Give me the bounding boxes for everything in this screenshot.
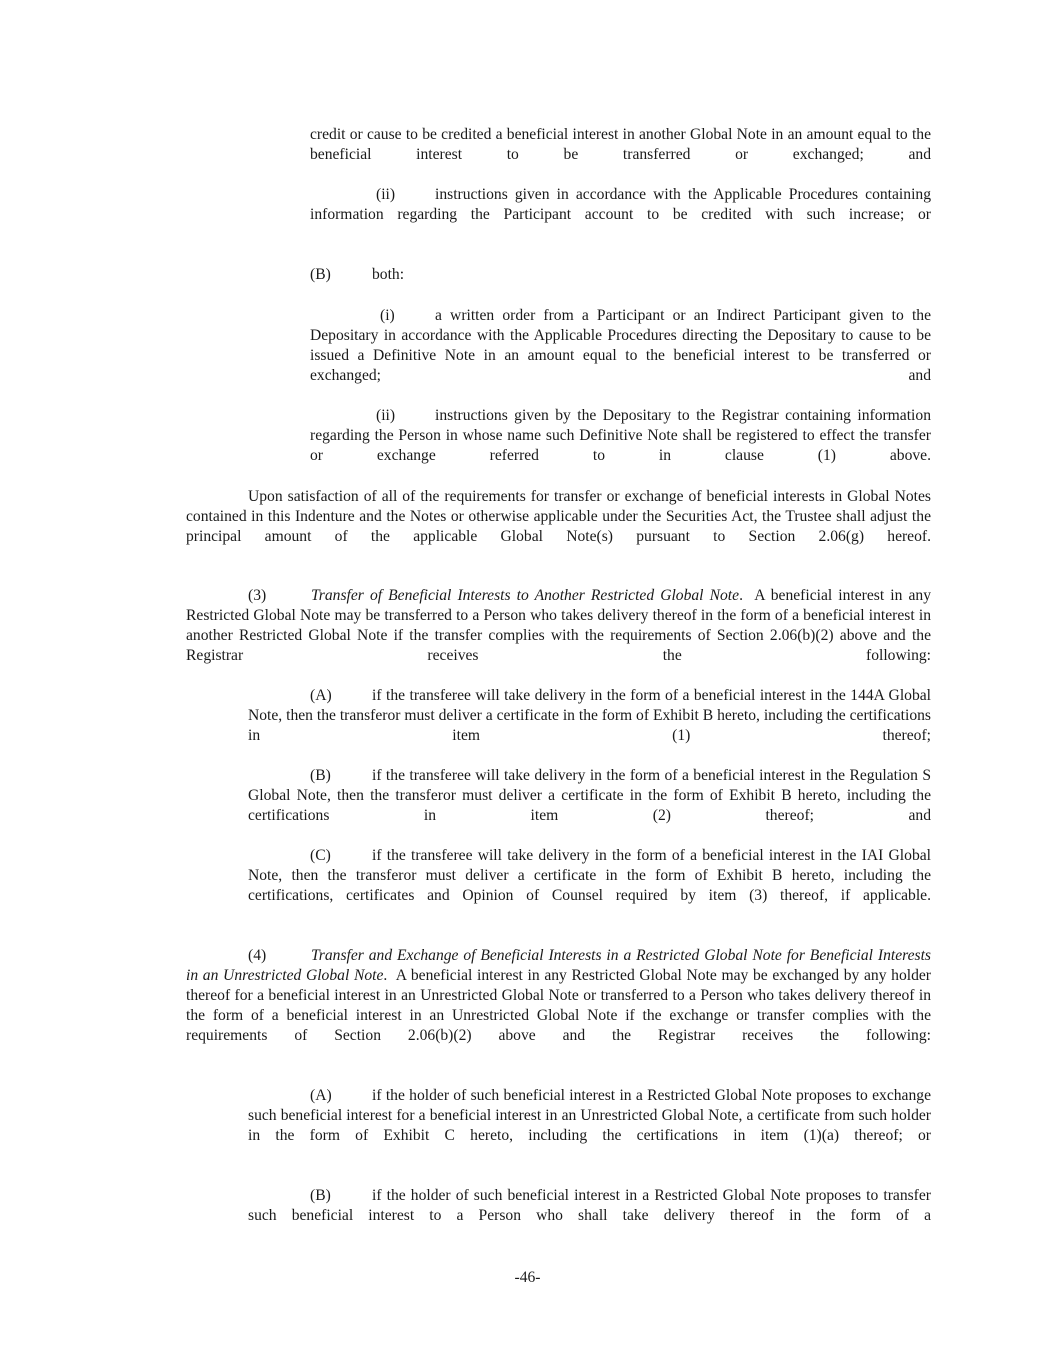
clause-text: if the transferee will take delivery in the form of a beneficial interest in the Regulation S Global Note, then the transferor must deliver a certificate in the form of Exhibit B hereto, including the certifications in item (2) thereof; and bbox=[248, 767, 931, 824]
clause-text: instructions given in accordance with the Applicable Procedures containing information regarding the Participant account to be credited with such increase; or bbox=[310, 186, 931, 223]
clause-B-both bbox=[310, 265, 931, 305]
clause-label: (B) bbox=[310, 1187, 331, 1204]
clause-text: if the transferee will take delivery in the form of a beneficial interest in the IAI Global Note, then the transferor must deliver a certificate in the form of Exhibit B hereto, including the certifications, certificates and Opinion of Counsel required by item (3) thereof, if applicable. bbox=[248, 847, 931, 904]
section-heading: Transfer of Beneficial Interests to Another Restricted Global Note bbox=[311, 587, 740, 604]
clause-C-iai bbox=[248, 846, 931, 926]
paragraph-text: Upon satisfaction of all of the requirements for transfer or exchange of beneficial interests in Global Notes contained in this Indenture and the Notes or otherwise applicable under the Securities Act, the Trustee shall adjust the principal amount of the applicable Global Note(s) pursuant to Section 2.06(g) hereof. bbox=[186, 488, 931, 545]
clause-text: if the holder of such beneficial interest in a Restricted Global Note proposes to exchange such beneficial interest for a beneficial interest in an Unrestricted Global Note, a certificate from such holder in the form of Exhibit C hereto, including the certifications in item (1)(a) thereof; or bbox=[248, 1087, 931, 1144]
section-3-transfer: (3) Transfer of Beneficial Interests to Another Restricted Global Note. A beneficial interest in any Restricted Global Note may be transferred to a Person who takes delivery thereof in the form of a beneficial interest in another Restricted Global Note if the transfer complies with the requirements of Section 2.06(b)(2) above and the Registrar receives the following: bbox=[186, 587, 931, 664]
clause-label: (C) bbox=[310, 847, 331, 864]
page-number: -46- bbox=[514, 1269, 541, 1286]
clause-label: (B) bbox=[310, 266, 331, 283]
clause-ii-instructions bbox=[310, 185, 931, 245]
clause-B-transfer bbox=[248, 1186, 931, 1246]
clause-text: if the transferee will take delivery in the form of a beneficial interest in the 144A Global Note, then the transferor must deliver a certificate in the form of Exhibit B hereto, including the certifications in item (1) thereof; bbox=[248, 687, 931, 744]
section-label: (4) bbox=[248, 947, 267, 964]
clause-label: (A) bbox=[310, 687, 332, 704]
section-label: (3) bbox=[248, 587, 267, 604]
clause-i-written-order bbox=[310, 306, 931, 406]
clause-label: (ii) bbox=[376, 407, 396, 424]
paragraph-upon-satisfaction bbox=[186, 487, 931, 567]
clause-label: (i) bbox=[380, 307, 395, 324]
clause-A-144a bbox=[248, 686, 931, 766]
paragraph-continuation bbox=[310, 125, 931, 185]
clause-text: a written order from a Participant or an Indirect Participant given to the Depositary in accordance with the Applicable Procedures directing the Depositary to cause to be issued a Definitive Note in an amount equal to the beneficial interest to be transferred or exchanged; and bbox=[310, 307, 931, 384]
clause-text: if the holder of such beneficial interest in a Restricted Global Note proposes to transfer such beneficial interest to a Person who shall take delivery thereof in the form of a bbox=[248, 1187, 931, 1224]
clause-A-exchange bbox=[248, 1086, 931, 1166]
paragraph-text: credit or cause to be credited a beneficial interest in another Global Note in an amount equal to the beneficial interest to be transferred or exchanged; and bbox=[310, 126, 931, 163]
clause-label: (ii) bbox=[376, 186, 396, 203]
clause-ii-depositary-instructions bbox=[310, 406, 931, 486]
clause-label: (B) bbox=[310, 767, 331, 784]
section-heading: Transfer and Exchange of Beneficial Interests in a Restricted Global Note for Beneficial Interests in an Unrestricted Global Note bbox=[186, 947, 931, 984]
section-text: A beneficial interest in any Restricted Global Note may be exchanged by any holder thereof for a beneficial interest in an Unrestricted Global Note or transferred to a Person who takes delivery thereof in the form of a beneficial interest in an Unrestricted Global Note if the exchange or transfer complies with the requirements of Section 2.06(b)(2) above and the Registrar receives the following: bbox=[186, 967, 932, 1044]
section-text: A beneficial interest in any Restricted Global Note may be transferred to a Person who takes delivery thereof in the form of a beneficial interest in another Restricted Global Note if the transfer complies with the requirements of Section 2.06(b)(2) above and the Registrar receives the following: bbox=[186, 587, 931, 664]
clause-text: instructions given by the Depositary to the Registrar containing information regarding the Person in whose name such Definitive Note shall be registered to effect the transfer or exchange referred to in clause (1) above. bbox=[310, 407, 931, 464]
section-4-transfer-exchange: (4) Transfer and Exchange of Beneficial Interests in a Restricted Global Note for Beneficial Interests in an Unrestricted Global Note. A beneficial interest in any Restricted Global Note may be exchanged by any holder thereof for a beneficial interest in an Unrestricted Global Note or transferred to a Person who takes delivery thereof in the form of a beneficial interest in an Unrestricted Global Note if the exchange or transfer complies with the requirements of Section 2.06(b)(2) above and the Registrar receives the following: bbox=[186, 947, 932, 1044]
clause-text: both: bbox=[372, 266, 405, 283]
clause-B-regulation-s bbox=[248, 766, 931, 846]
clause-label: (A) bbox=[310, 1087, 332, 1104]
